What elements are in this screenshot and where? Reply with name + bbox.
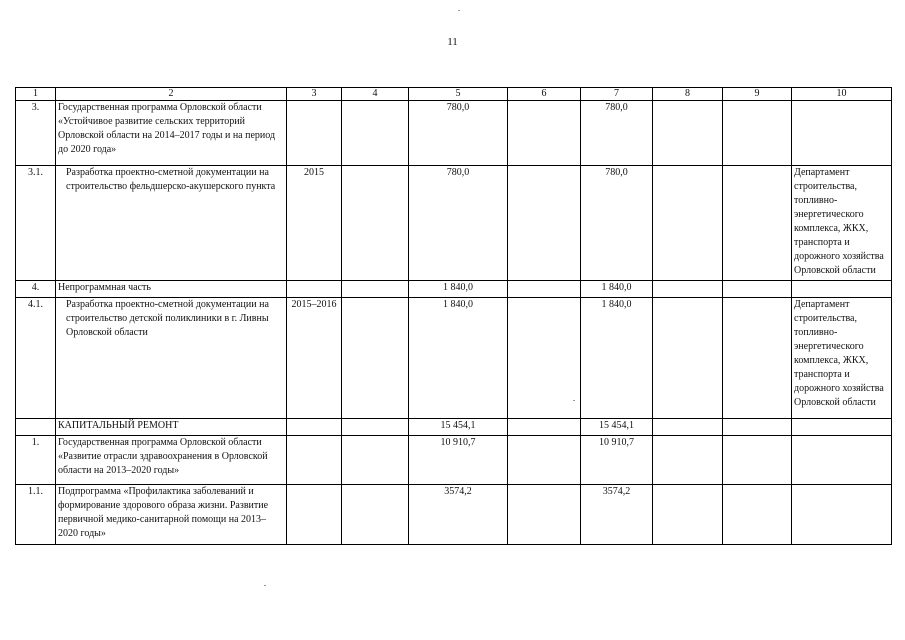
table-cell-c9 bbox=[723, 281, 792, 298]
table-cell-c3 bbox=[287, 485, 342, 545]
table-cell-c10 bbox=[792, 101, 892, 166]
table-cell-c4 bbox=[342, 419, 409, 436]
table-row bbox=[16, 419, 892, 436]
column-header: 10 bbox=[792, 88, 892, 101]
table-cell-c1: 1.1. bbox=[16, 485, 56, 545]
table-cell-c8 bbox=[653, 419, 723, 436]
table-cell-c8 bbox=[653, 485, 723, 545]
table-cell-c4 bbox=[342, 485, 409, 545]
table-row bbox=[16, 281, 892, 298]
table-cell-c2: Разработка проектно-сметной документации на строительство детской поликлиники в г. Ливны Орловской области bbox=[56, 298, 287, 419]
table-cell-c8 bbox=[653, 298, 723, 419]
page-number: 11 bbox=[447, 36, 458, 48]
table-cell-c1 bbox=[16, 419, 56, 436]
table-cell-c3: 2015 bbox=[287, 166, 342, 281]
table-cell-c3 bbox=[287, 101, 342, 166]
table-cell-c5: 3574,2 bbox=[409, 485, 508, 545]
table-cell-c7: 780,0 bbox=[581, 101, 653, 166]
table-cell-c10: Департамент строительства, топливно-энергетического комплекса, ЖКХ, транспорта и дорожного хозяйства Орловской области bbox=[792, 298, 892, 419]
column-header: 2 bbox=[56, 88, 287, 101]
table-cell-c9 bbox=[723, 298, 792, 419]
table-cell-c7: 1 840,0 bbox=[581, 298, 653, 419]
table-cell-c7: 15 454,1 bbox=[581, 419, 653, 436]
scan-speck bbox=[458, 10, 460, 11]
column-header: 1 bbox=[16, 88, 56, 101]
table-cell-c4 bbox=[342, 281, 409, 298]
table-cell-c8 bbox=[653, 101, 723, 166]
table-cell-c5: 1 840,0 bbox=[409, 298, 508, 419]
table-cell-c6 bbox=[508, 298, 581, 419]
table-cell-c2: Государственная программа Орловской области «Устойчивое развитие сельских территорий Орловской области на 2014–2017 годы и на период до 2020 года» bbox=[56, 101, 287, 166]
scan-speck bbox=[264, 585, 266, 586]
table-cell-c6 bbox=[508, 436, 581, 485]
table-cell-c8 bbox=[653, 166, 723, 281]
table-cell-c6 bbox=[508, 419, 581, 436]
table-cell-c1: 4. bbox=[16, 281, 56, 298]
table-cell-c10 bbox=[792, 485, 892, 545]
table-cell-c2: Непрограммная часть bbox=[56, 281, 287, 298]
table-row bbox=[16, 166, 892, 281]
table-cell-c6 bbox=[508, 485, 581, 545]
column-header: 6 bbox=[508, 88, 581, 101]
table-cell-c10 bbox=[792, 281, 892, 298]
table-cell-c5: 780,0 bbox=[409, 166, 508, 281]
table-cell-c9 bbox=[723, 419, 792, 436]
table-cell-c9 bbox=[723, 101, 792, 166]
table-cell-c2: Разработка проектно-сметной документации на строительство фельдшерско-акушерского пункта bbox=[56, 166, 287, 281]
table-row bbox=[16, 298, 892, 419]
column-header: 8 bbox=[653, 88, 723, 101]
table-cell-c1: 3.1. bbox=[16, 166, 56, 281]
table-cell-c10 bbox=[792, 436, 892, 485]
table-cell-c4 bbox=[342, 436, 409, 485]
column-header: 4 bbox=[342, 88, 409, 101]
table-cell-c7: 1 840,0 bbox=[581, 281, 653, 298]
table-cell-c6 bbox=[508, 281, 581, 298]
column-header: 7 bbox=[581, 88, 653, 101]
table-cell-c8 bbox=[653, 436, 723, 485]
table-cell-c3 bbox=[287, 436, 342, 485]
table-cell-c8 bbox=[653, 281, 723, 298]
table-cell-c5: 15 454,1 bbox=[409, 419, 508, 436]
table-cell-c3 bbox=[287, 419, 342, 436]
table-cell-c6 bbox=[508, 166, 581, 281]
column-header: 9 bbox=[723, 88, 792, 101]
table-cell-c9 bbox=[723, 436, 792, 485]
table-cell-c3: 2015–2016 bbox=[287, 298, 342, 419]
table-cell-c7: 780,0 bbox=[581, 166, 653, 281]
table-cell-c1: 4.1. bbox=[16, 298, 56, 419]
table-cell-c6 bbox=[508, 101, 581, 166]
table-cell-c7: 3574,2 bbox=[581, 485, 653, 545]
column-header: 5 bbox=[409, 88, 508, 101]
table-row bbox=[16, 101, 892, 166]
table-header-row bbox=[16, 88, 892, 101]
table-cell-c4 bbox=[342, 101, 409, 166]
table-cell-c7: 10 910,7 bbox=[581, 436, 653, 485]
scan-speck bbox=[573, 400, 575, 401]
table-row bbox=[16, 485, 892, 545]
table-cell-c10: Департамент строительства, топливно-энергетического комплекса, ЖКХ, транспорта и дорожного хозяйства Орловской области bbox=[792, 166, 892, 281]
table-row bbox=[16, 436, 892, 485]
table-cell-c1: 1. bbox=[16, 436, 56, 485]
table-cell-c5: 10 910,7 bbox=[409, 436, 508, 485]
column-header: 3 bbox=[287, 88, 342, 101]
table-cell-c2: КАПИТАЛЬНЫЙ РЕМОНТ bbox=[56, 419, 287, 436]
table-cell-c4 bbox=[342, 298, 409, 419]
table-cell-c5: 1 840,0 bbox=[409, 281, 508, 298]
table-cell-c5: 780,0 bbox=[409, 101, 508, 166]
table-cell-c3 bbox=[287, 281, 342, 298]
table-cell-c4 bbox=[342, 166, 409, 281]
table-cell-c9 bbox=[723, 166, 792, 281]
table-cell-c2: Государственная программа Орловской области «Развитие отрасли здравоохранения в Орловской области на 2013–2020 годы» bbox=[56, 436, 287, 485]
table-cell-c10 bbox=[792, 419, 892, 436]
table-cell-c9 bbox=[723, 485, 792, 545]
table-cell-c2: Подпрограмма «Профилактика заболеваний и формирование здорового образа жизни. Развитие первичной медико-санитарной помощи на 2013–2020 годы» bbox=[56, 485, 287, 545]
budget-table bbox=[15, 87, 892, 545]
table-cell-c1: 3. bbox=[16, 101, 56, 166]
